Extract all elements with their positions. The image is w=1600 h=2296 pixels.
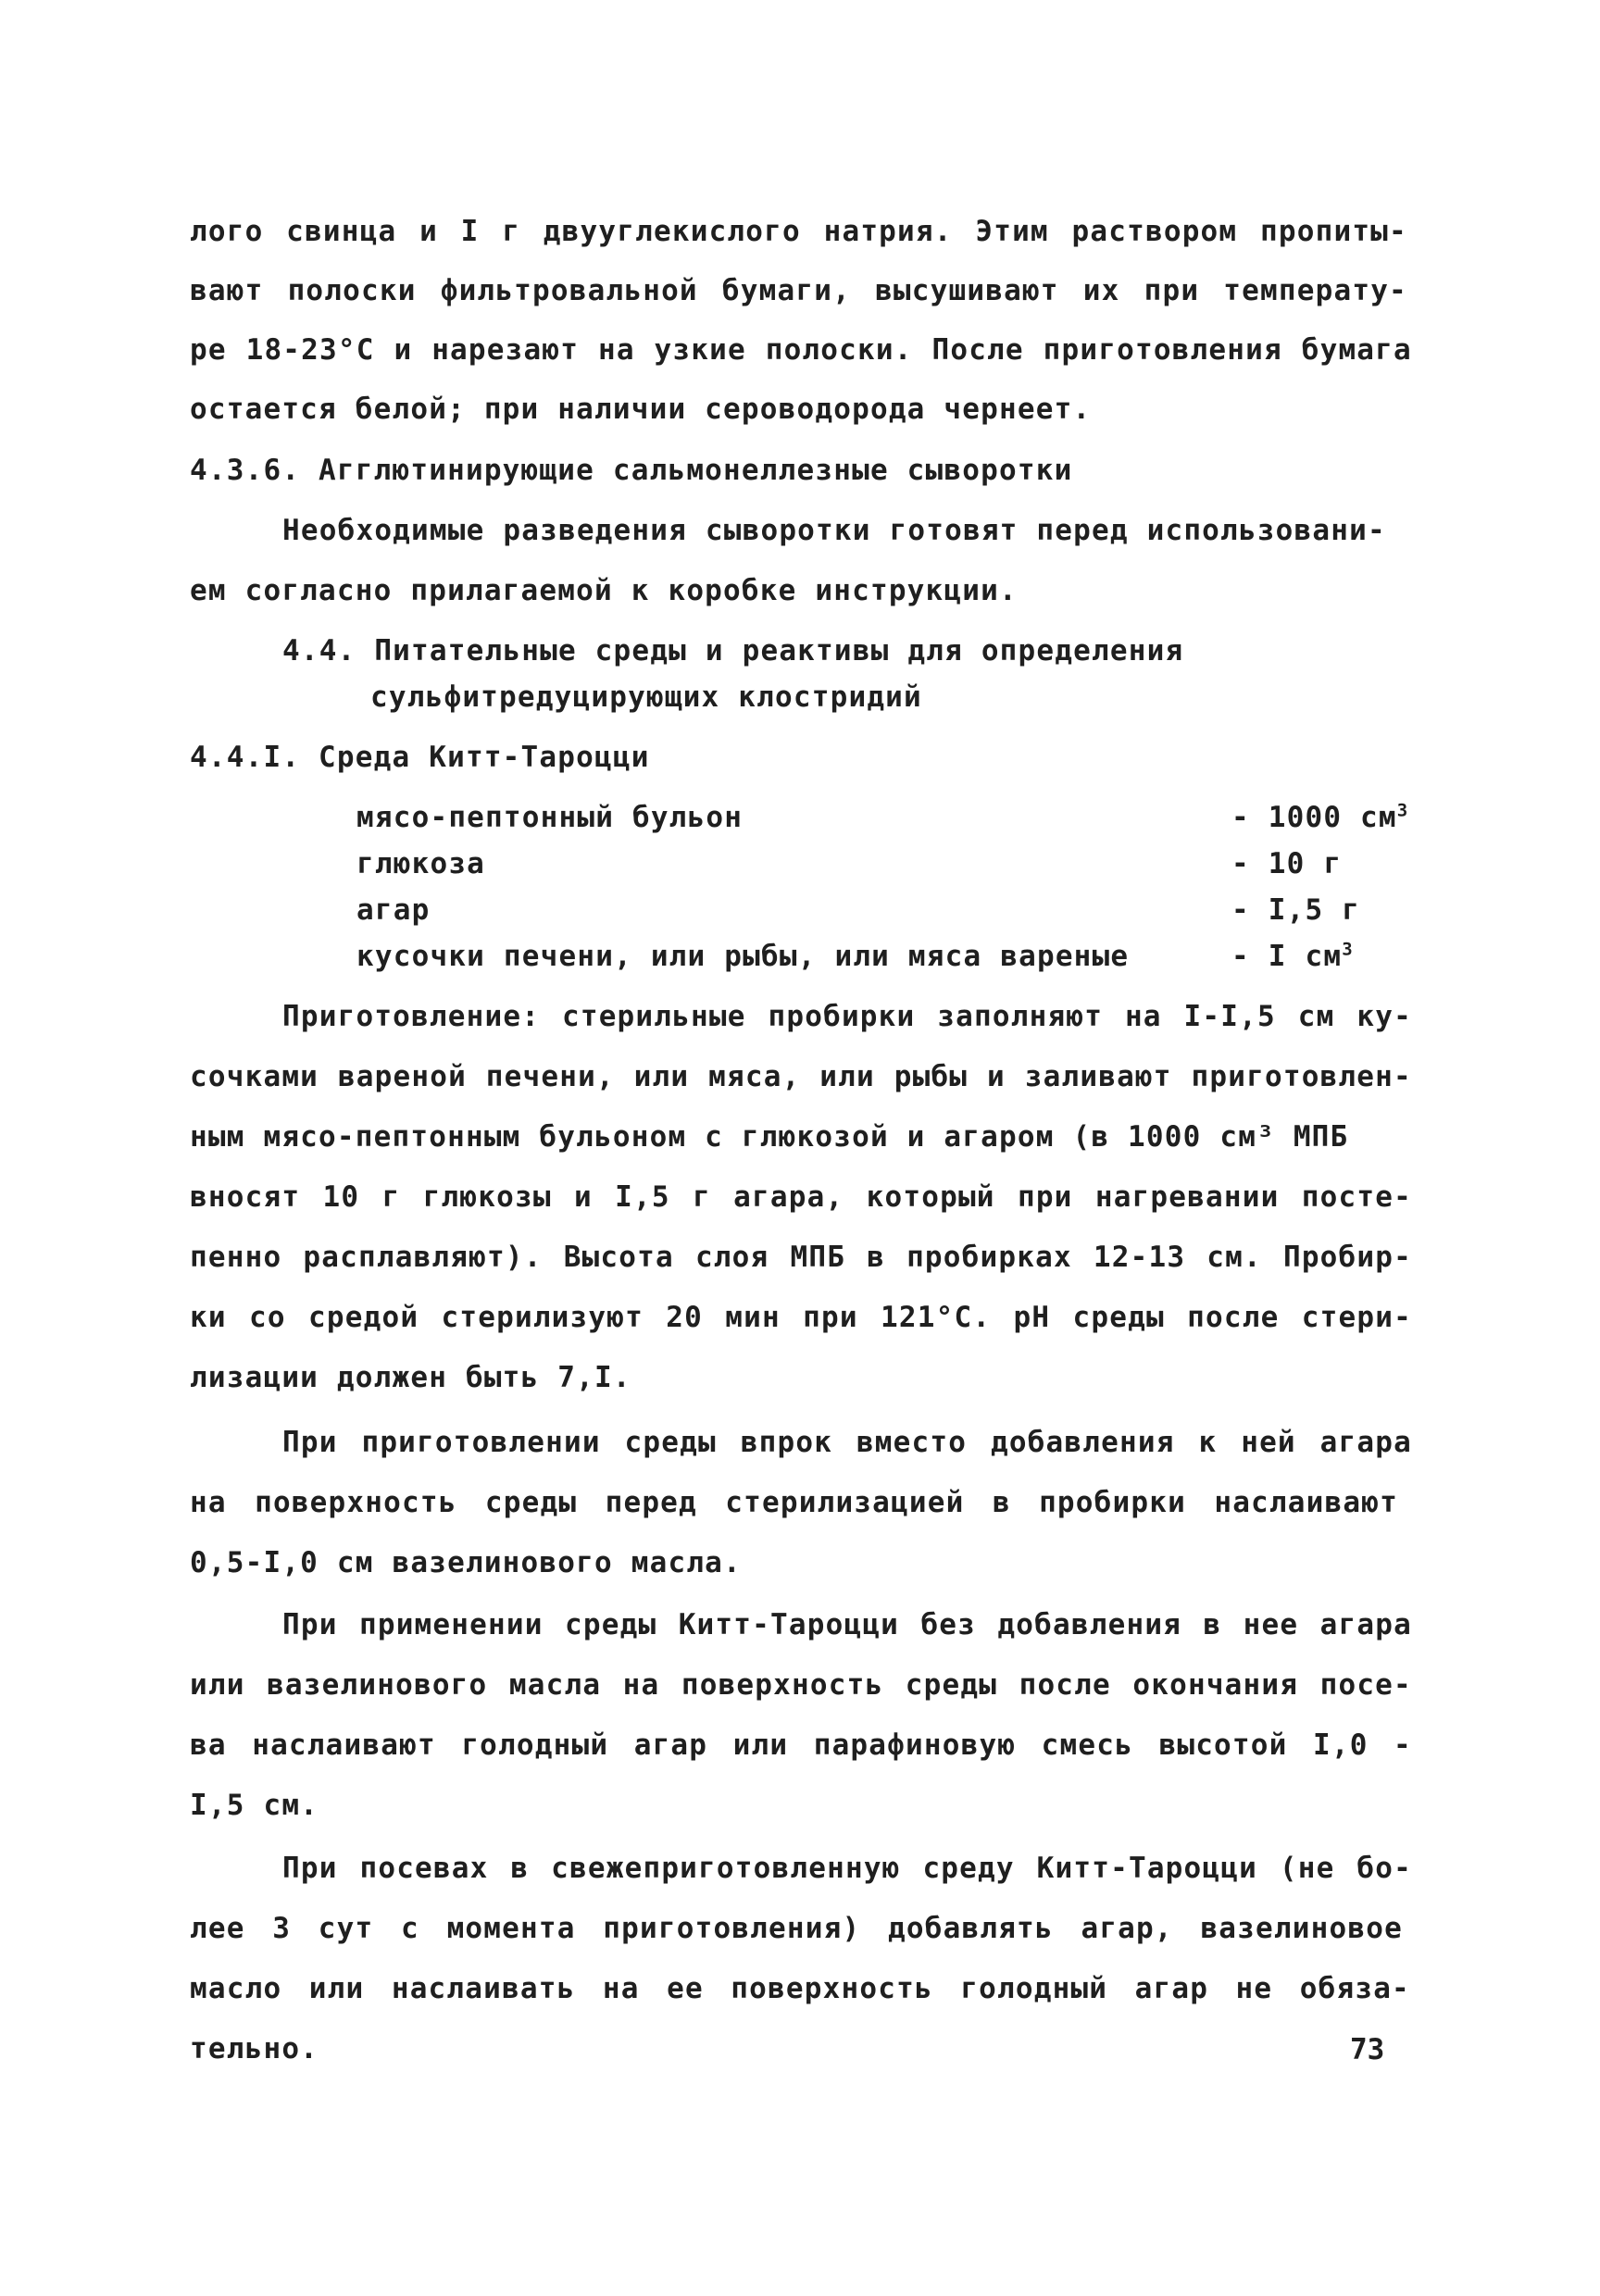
text-line: Необходимые разведения сыворотки готовят перед использовани-: [282, 514, 1386, 547]
ingredient-quantity: - I,5 г: [1231, 893, 1361, 927]
section-heading-4-4-1: 4.4.I. Среда Китт-Тароцци: [190, 741, 650, 774]
text-line: остается белой; при наличии сероводорода чернеет.: [190, 393, 1092, 426]
text-line: ки со средой стерилизуют 20 мин при 121°С. рН среды после стери-: [190, 1301, 1412, 1334]
ingredient-name: глюкоза: [356, 847, 486, 880]
ingredient-quantity: - 10 г: [1231, 847, 1343, 880]
text-line: вносят 10 г глюкозы и I,5 г агара, который при нагревании посте-: [190, 1180, 1412, 1214]
ingredient-name: кусочки печени, или рыбы, или мяса вареные: [356, 940, 1130, 973]
text-line: на поверхность среды перед стерилизацией в пробирки наслаивают: [190, 1486, 1398, 1519]
text-line: ем согласно прилагаемой к коробке инструкции.: [190, 574, 1018, 607]
text-line: ва наслаивают голодный агар или парафиновую смесь высотой I,0 -: [190, 1728, 1412, 1762]
text-line: масло или наслаивать на ее поверхность голодный агар не обяза-: [190, 1972, 1410, 2005]
ingredient-quantity: - 1000 $см^3$: [1231, 800, 1409, 834]
text-line: лее 3 сут с момента приготовления) добавлять агар, вазелиновое: [190, 1912, 1403, 1945]
text-line: I,5 см.: [190, 1789, 319, 1822]
text-line: При применении среды Китт-Тароцци без добавления в нее агара: [282, 1608, 1412, 1641]
text-line: сочками вареной печени, или мяса, или рыбы и заливают приготовлен-: [190, 1060, 1412, 1093]
text-line: При приготовлении среды впрок вместо добавления к ней агара: [282, 1426, 1412, 1459]
text-line: ным мясо-пептонным бульоном с глюкозой и агаром (в 1000 см³ МПБ: [190, 1120, 1349, 1154]
section-heading-4-4: 4.4. Питательные среды и реактивы для определения: [282, 634, 1184, 668]
text-line: ре 18-23°С и нарезают на узкие полоски. После приготовления бумага: [190, 333, 1412, 367]
text-line: лизации должен быть 7,I.: [190, 1361, 631, 1394]
text-line: 0,5-I,0 см вазелинового масла.: [190, 1546, 742, 1579]
text-line: Приготовление: стерильные пробирки заполняют на I-I,5 см ку-: [282, 1000, 1412, 1033]
text-line: лого свинца и I г двууглекислого натрия. Этим раствором пропиты-: [190, 215, 1407, 248]
text-line: пенно расплавляют). Высота слоя МПБ в пробирках 12-13 см. Пробир-: [190, 1241, 1412, 1274]
section-heading-4-3-6: 4.3.6. Агглютинирующие сальмонеллезные сыворотки: [190, 454, 1073, 487]
text-line: или вазелинового масла на поверхность среды после окончания посе-: [190, 1668, 1412, 1702]
text-line: вают полоски фильтровальной бумаги, высушивают их при температу-: [190, 274, 1407, 307]
ingredient-name: мясо-пептонный бульон: [356, 801, 744, 834]
ingredient-quantity: - I $см^3$: [1231, 939, 1354, 973]
text-line: При посевах в свежеприготовленную среду Китт-Тароцци (не бо-: [282, 1852, 1412, 1885]
ingredient-name: агар: [356, 893, 431, 927]
section-heading-4-4-cont: сульфитредуцирующих клостридий: [370, 680, 922, 714]
page-number: 73: [1350, 2033, 1385, 2066]
text-line: тельно.: [190, 2032, 319, 2065]
